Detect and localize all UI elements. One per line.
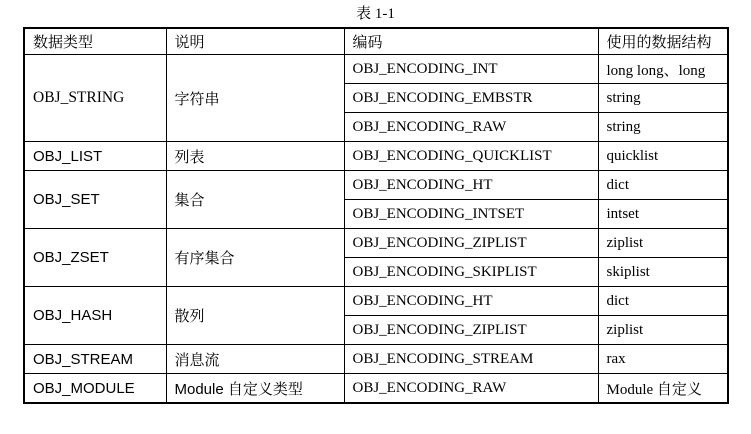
cell-data-type: OBJ_STREAM	[24, 345, 166, 374]
cell-encoding: OBJ_ENCODING_QUICKLIST	[344, 142, 598, 171]
cell-description: 集合	[166, 171, 344, 229]
cell-data-structure: skiplist	[598, 258, 728, 287]
cell-data-type: OBJ_LIST	[24, 142, 166, 171]
cell-encoding: OBJ_ENCODING_STREAM	[344, 345, 598, 374]
header-data-structure: 使用的数据结构	[598, 28, 728, 55]
cell-description: 字符串	[166, 55, 344, 142]
cell-description: 消息流	[166, 345, 344, 374]
cell-encoding: OBJ_ENCODING_HT	[344, 171, 598, 200]
cell-data-structure: string	[598, 84, 728, 113]
cell-data-structure: ziplist	[598, 316, 728, 345]
data-type-encoding-table	[23, 27, 729, 404]
cell-description: Module 自定义类型	[166, 374, 344, 404]
header-encoding: 编码	[344, 28, 598, 55]
cell-data-structure: ziplist	[598, 229, 728, 258]
table-row	[24, 171, 728, 200]
cell-data-type: OBJ_ZSET	[24, 229, 166, 287]
table-row	[24, 287, 728, 316]
cell-encoding: OBJ_ENCODING_RAW	[344, 113, 598, 142]
cell-data-structure: intset	[598, 200, 728, 229]
table-caption: 表 1-1	[356, 6, 395, 22]
cell-data-structure: rax	[598, 345, 728, 374]
cell-data-structure: dict	[598, 171, 728, 200]
cell-encoding: OBJ_ENCODING_ZIPLIST	[344, 229, 598, 258]
header-data-type: 数据类型	[24, 28, 166, 55]
cell-encoding: OBJ_ENCODING_INT	[344, 55, 598, 84]
cell-encoding: OBJ_ENCODING_HT	[344, 287, 598, 316]
cell-description: 列表	[166, 142, 344, 171]
cell-data-structure: string	[598, 113, 728, 142]
table-row	[24, 142, 728, 171]
header-description: 说明	[166, 28, 344, 55]
cell-description: 有序集合	[166, 229, 344, 287]
cell-encoding: OBJ_ENCODING_ZIPLIST	[344, 316, 598, 345]
cell-data-structure: Module 自定义	[598, 374, 728, 404]
cell-data-structure: quicklist	[598, 142, 728, 171]
cell-data-type: OBJ_STRING	[24, 55, 166, 142]
table-row	[24, 229, 728, 258]
cell-data-type: OBJ_MODULE	[24, 374, 166, 404]
cell-encoding: OBJ_ENCODING_SKIPLIST	[344, 258, 598, 287]
cell-data-structure: dict	[598, 287, 728, 316]
cell-encoding: OBJ_ENCODING_INTSET	[344, 200, 598, 229]
cell-data-type: OBJ_HASH	[24, 287, 166, 345]
table-row	[24, 55, 728, 84]
cell-encoding: OBJ_ENCODING_RAW	[344, 374, 598, 404]
cell-encoding: OBJ_ENCODING_EMBSTR	[344, 84, 598, 113]
cell-data-type: OBJ_SET	[24, 171, 166, 229]
header-row	[24, 28, 728, 55]
cell-data-structure: long long、long	[598, 55, 728, 84]
table-row	[24, 374, 728, 404]
table-row	[24, 345, 728, 374]
cell-description: 散列	[166, 287, 344, 345]
